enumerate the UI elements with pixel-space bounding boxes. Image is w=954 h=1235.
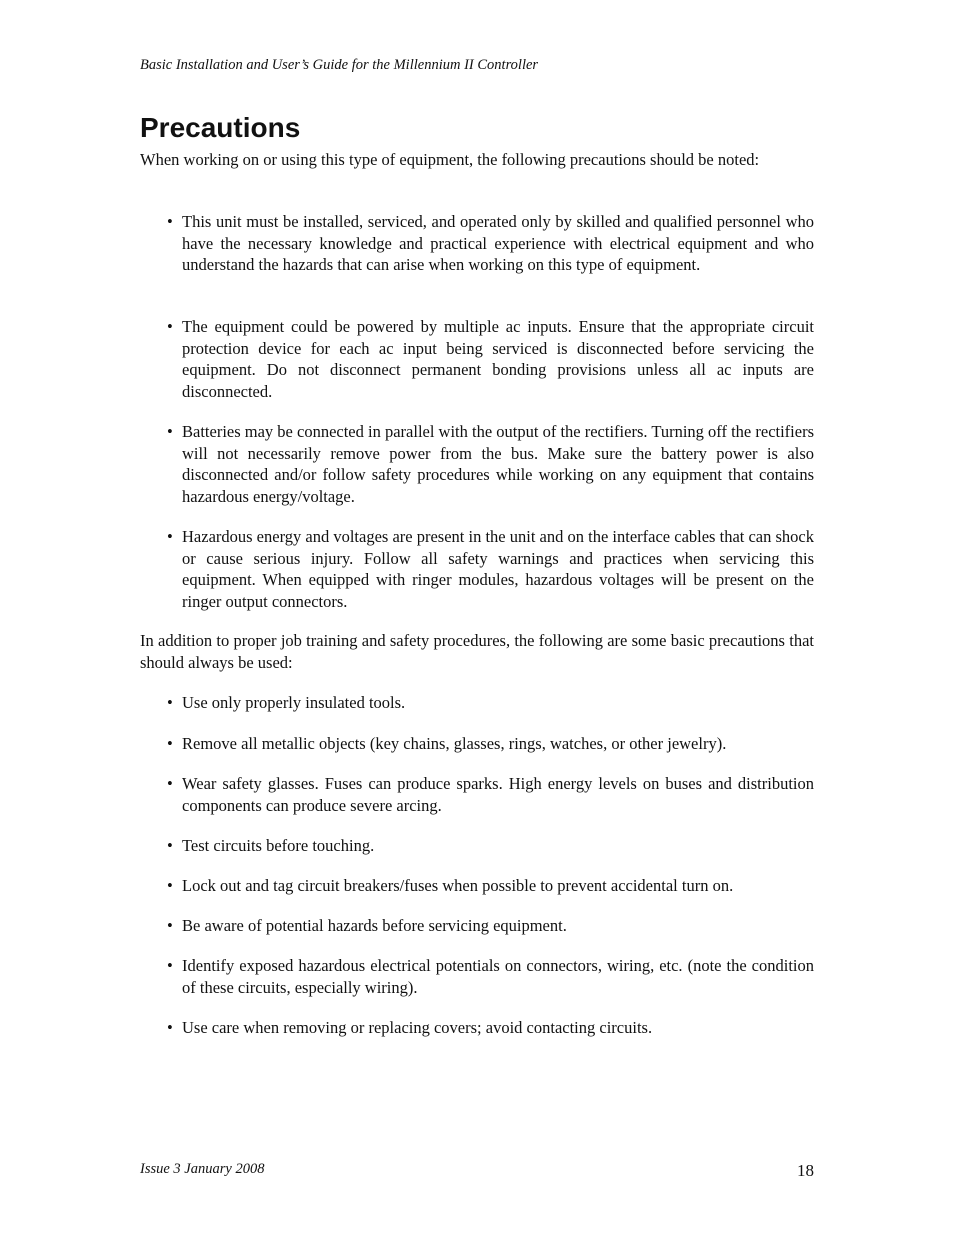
list-item: • Hazardous energy and voltages are present in the unit and on the interface cables that can shock or cause serious injury. Follow all safety warnings and practices when servicing this equipment. When equipped with ringer modules, hazardous voltages will be present on the ringer output connectors. (165, 526, 814, 612)
intro-paragraph: When working on or using this type of equipment, the following precautions should be noted: (140, 150, 760, 169)
list-item: • Test circuits before touching. (165, 835, 814, 857)
list-item: • Wear safety glasses. Fuses can produce sparks. High energy levels on buses and distribution components can produce severe arcing. (165, 773, 814, 816)
list-item: • Be aware of potential hazards before servicing equipment. (165, 915, 814, 937)
list-item: • Use care when removing or replacing covers; avoid contacting circuits. (165, 1017, 814, 1039)
list-item: • Identify exposed hazardous electrical potentials on connectors, wiring, etc. (note the condition of these circuits, especially wiring). (165, 955, 814, 998)
page-title: Precautions (140, 112, 301, 143)
list-item: • The equipment could be powered by multiple ac inputs. Ensure that the appropriate circuit protection device for each ac input being serviced is disconnected before servicing the equipment. Do not disconnect permanent bonding provisions unless all ac inputs are disconnected. (165, 316, 814, 402)
list-item: • Use only properly insulated tools. (165, 692, 814, 714)
page-number: 18 (797, 1161, 814, 1180)
list-item: • Remove all metallic objects (key chains, glasses, rings, watches, or other jewelry). (165, 733, 814, 755)
list-item: • Lock out and tag circuit breakers/fuses when possible to prevent accidental turn on. (165, 875, 814, 897)
footer-issue: Issue 3 January 2008 (140, 1161, 265, 1177)
list-item: • Batteries may be connected in parallel with the output of the rectifiers. Turning off the rectifiers will not necessarily remove power from the bus. Make sure the battery power is also disconnected and/or follow safety procedures while working on any equipment that contains hazardous energy/voltage. (165, 421, 814, 507)
basic-precautions-intro: In addition to proper job training and safety procedures, the following are some basic precautions that should always be used: (140, 631, 814, 672)
list-item: • This unit must be installed, serviced, and operated only by skilled and qualified personnel who have the necessary knowledge and practical experience with electrical equipment and who understand the hazards that can arise when working on this type of equipment. (165, 211, 814, 276)
running-header: Basic Installation and User’s Guide for the Millennium II Controller (140, 57, 539, 73)
